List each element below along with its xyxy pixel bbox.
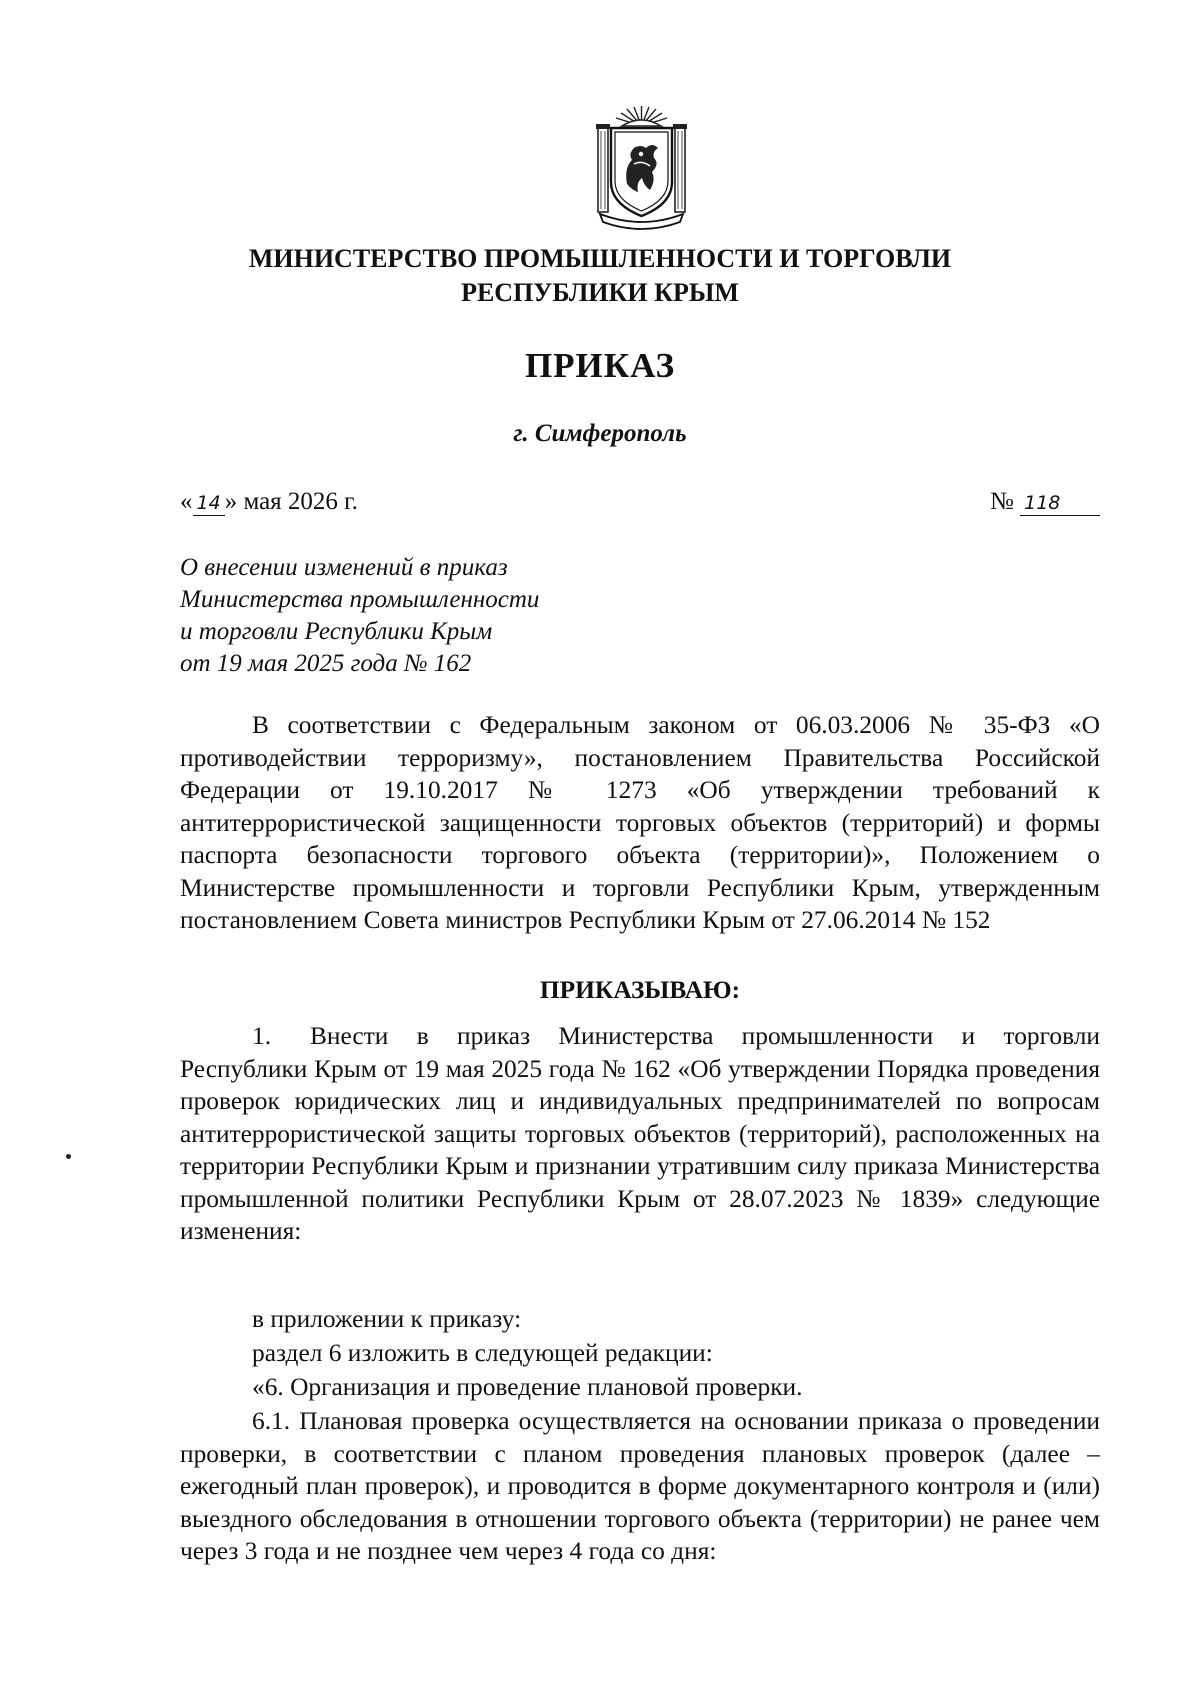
- item-6-1-paragraph: 6.1. Плановая проверка осуществляется на основании приказа о проведении проверки, в соответствии с планом проведения плановых проверок (далее – ежегодный план проверок), и проводится в форме документарного контроля и (или) выездного обследования в отношении торгового объекта (территории) не ранее чем через 3 года и не позднее чем через 4 года со дня:: [180, 1407, 1100, 1565]
- number-label: №: [990, 488, 1014, 515]
- order-subject: [180, 552, 700, 680]
- appendix-line: в приложении к приказу:: [252, 1305, 522, 1333]
- item-1-number: 1.: [252, 1022, 272, 1050]
- document-type-title: ПРИКАЗ: [524, 346, 676, 385]
- subject-line-3: и торговли Республики Крым: [180, 618, 493, 645]
- ministry-title-line-1: МИНИСТЕРСТВО ПРОМЫШЛЕННОСТИ И ТОРГОВЛИ: [248, 244, 952, 273]
- subject-line-4: от 19 мая 2025 года № 162: [180, 650, 472, 677]
- date-month-year: » мая 2026 г.: [224, 488, 358, 515]
- decree-heading: ПРИКАЗЫВАЮ:: [539, 976, 741, 1004]
- item-1-text: Внести в приказ Министерства промышленности и торговли Республики Крым от 19 мая 2025 года № 162 «Об утверждении Порядка проведения проверок юридических лиц и индивидуальных предпринимателей по вопросам антитеррористической защиты торговых объектов (территорий), расположенных на территории Республики Крым и признании утратившим силу приказа Министерства промышленной политики Республики Крым от 28.07.2023 № 1839» следующие изменения:: [180, 1022, 1100, 1245]
- city-line: г. Симферополь: [513, 420, 687, 447]
- date-day-handwritten: 14: [193, 491, 225, 516]
- date-open-quote: «: [180, 488, 193, 515]
- subject-line-2: Министерства промышленности: [180, 586, 540, 613]
- crimea-coat-of-arms-icon: [594, 104, 689, 230]
- ministry-title-line-2: РЕСПУБЛИКИ КРЫМ: [461, 278, 739, 307]
- number-value-handwritten: 118: [1020, 491, 1100, 516]
- preamble-paragraph: В соответствии с Федеральным законом от 06.03.2006 № 35-ФЗ «О противодействии терроризму», постановлением Правительства Российской Федерации от 19.10.2017 № 1273 «Об утверждении требований к антитеррористической защищенности торговых объектов (территорий) и формы паспорта безопасности торгового объекта (территории)», Положением о Министерстве промышленности и торговли Республики Крым, утвержденным постановлением Совета министров Республики Крым от 27.06.2014 № 152: [180, 711, 1100, 934]
- order-number: [990, 486, 1100, 518]
- section-line: раздел 6 изложить в следующей редакции:: [252, 1339, 713, 1367]
- margin-dot: [66, 1154, 71, 1159]
- item-1-paragraph: [180, 1020, 1100, 1248]
- section-title-line: «6. Организация и проведение плановой проверки.: [252, 1373, 803, 1401]
- order-date: [180, 486, 358, 518]
- subject-line-1: О внесении изменений в приказ: [180, 554, 508, 581]
- ministry-title: [180, 242, 1020, 310]
